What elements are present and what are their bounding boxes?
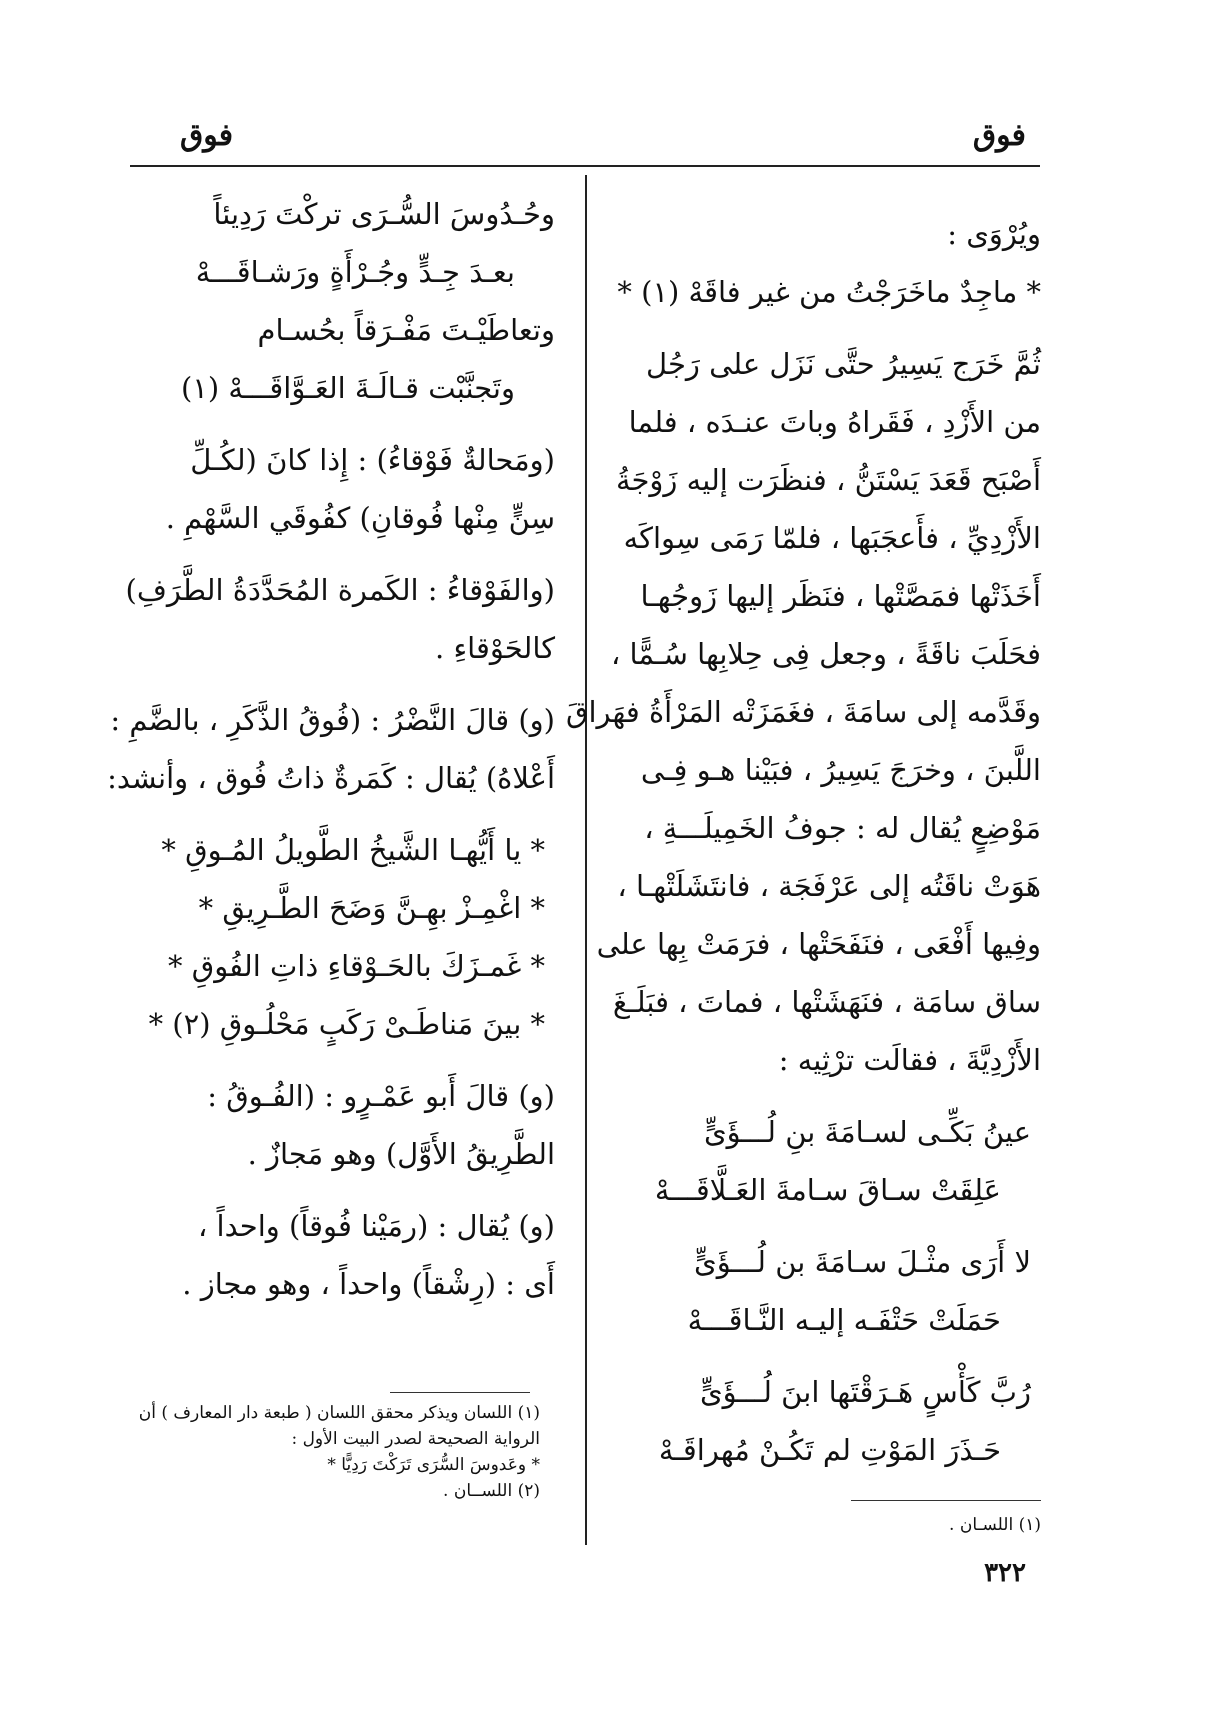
verse-line: عَلِقَتْ سـاقَ سـامةَ العَـلَّاقَـــهْ bbox=[654, 1173, 1001, 1207]
verse-line: * غَمـزَكَ بالحَـوْقاءِ ذاتِ الفُوقِ * bbox=[167, 949, 545, 983]
verse-line: * اغْمِـزْ بهِـنَّ وَضَحَ الطَّـرِيقِ * bbox=[198, 891, 545, 925]
text-line: من الأَزْدِ ، فَقَراهُ وباتَ عنـدَه ، فلما bbox=[628, 405, 1041, 439]
verse-line: * بينَ مَناطَـىْ رَكَبٍ مَحْلُـوقِ (٢) * bbox=[148, 1007, 545, 1041]
footnote-rule-left bbox=[390, 1392, 530, 1393]
text-line: (و) قالَ أَبو عَمْـرٍو : (الفُـوقُ : bbox=[207, 1079, 555, 1113]
right-column bbox=[565, 205, 1041, 1479]
footnotes-left bbox=[130, 1400, 540, 1504]
text-line: هَوَتْ ناقَتُه إلى عَرْفَجَة ، فانتَشَلَتْهـا ، bbox=[617, 869, 1041, 903]
text-line: (و) يُقال : (رمَيْنا فُوقاً) واحداً ، bbox=[197, 1209, 555, 1243]
page-number: ٣٢٢ bbox=[984, 1558, 1026, 1588]
text-line: أَصْبَح قَعَدَ يَسْتَنُّ ، فنظَرَت إليه زَوْجَةُ bbox=[615, 463, 1041, 497]
footnote-rule-right bbox=[851, 1500, 1041, 1501]
verse-line: وتَجنَّبْت قـالَـةَ العَـوَّاقَـــهْ (١) bbox=[180, 371, 515, 405]
verse-line: * يا أَيُّهـا الشَّيخُ الطَّويلُ المُـوقِ * bbox=[161, 833, 545, 867]
text-line: كالحَوْقاءِ . bbox=[435, 631, 555, 665]
text-line: الأَزْدِيِّ ، فأَعجَبَها ، فلمّا رَمَى سِواكَه bbox=[623, 521, 1041, 555]
text-line: الأَزْدِيَّةَ ، فقالَت ترْثِيه : bbox=[778, 1043, 1041, 1077]
text-line: فحَلَبَ ناقَةً ، وجعل فِى حِلابِها سُـمًّا ، bbox=[610, 637, 1041, 671]
verse-line: بعـدَ جِـدٍّ وجُـرْأَةٍ ورَشـاقَـــهْ bbox=[195, 255, 515, 289]
verse-line: وتعاطَيْـتَ مَفْـرَقاً بحُسـام bbox=[257, 313, 555, 347]
text-line: أَعْلاهُ) يُقال : كَمَرةٌ ذاتُ فُوق ، وأنشد: bbox=[107, 761, 555, 795]
verse-line: حَمَلَتْ حَتْفَـه إليـه النَّـاقَـــهْ bbox=[687, 1303, 1001, 1337]
text-line: أَخَذَتْها فمَصَّتْها ، فنَظَر إليها زَوجُهـا bbox=[640, 579, 1041, 613]
header-rule bbox=[130, 165, 1040, 167]
text-line: اللَّبنَ ، وخرَجَ يَسِيرُ ، فبَيْنا هـو فِـى bbox=[640, 753, 1041, 787]
footnote-line: (١) اللسان ويذكر محقق اللسان ( طبعة دار المعارف ) أن bbox=[138, 1403, 540, 1423]
verse-line: * ماجِدٌ ماخَرَجْتُ من غير فاقَهْ (١) * bbox=[617, 275, 1041, 309]
text-line: (ومَحالةٌ فَوْقاءُ) : إِذا كانَ (لكُـلِّ bbox=[190, 443, 555, 477]
text-line: وفِيها أَفْعَى ، فنَفَحَتْها ، فرَمَتْ بِها على bbox=[596, 927, 1041, 961]
running-head-left: فوق bbox=[180, 118, 234, 153]
verse-line: رُبَّ كَأْسٍ هَـرَقْتَها ابنَ لُـــؤَىٍّ bbox=[699, 1375, 1031, 1409]
column-divider bbox=[585, 175, 587, 1545]
text-line: ساق سامَة ، فنَهَشَتْها ، فماتَ ، فبَلَـغَ bbox=[612, 985, 1041, 1019]
running-head-right: فوق bbox=[972, 118, 1026, 153]
text-line: (و) قالَ النَّضْرُ : (فُوقُ الذَّكَرِ ، بالضَّمِ : bbox=[110, 703, 555, 737]
footnote-line: * وعَدوسَ السُّرَى تَرَكْتَ رَدِيًّا * bbox=[327, 1455, 540, 1475]
verse-line: حَـذَرَ المَوْتِ لم تَكُـنْ مُهراقَـهْ bbox=[658, 1433, 1001, 1467]
text-line: (والفَوْقاءُ : الكَمرة المُحَدَّدَةُ الطَّرَفِ) bbox=[125, 573, 555, 607]
text-line: سِنٍّ مِنْها فُوقانِ) كفُوقَي السَّهْمِ . bbox=[165, 501, 555, 535]
text-line: أَى : (رِشْقاً) واحداً ، وهو مجاز . bbox=[182, 1267, 555, 1301]
verse-line: عينُ بَكِّـى لسـامَةَ بنِ لُـــؤَىٍّ bbox=[703, 1115, 1031, 1149]
text-line: ويُرْوَى : bbox=[947, 217, 1041, 251]
text-line: وقَدَّمه إلى سامَةَ ، فغَمَزَتْه المَرْأَةُ فهَراقَ bbox=[565, 695, 1041, 729]
text-line: ثُمَّ خَرَج يَسِيرُ حتَّى نَزَل على رَجُل bbox=[646, 347, 1041, 381]
left-column bbox=[107, 185, 555, 1313]
verse-line: وحُـدُوسَ السُّـرَى تركْتَ رَدِيئاً bbox=[213, 197, 555, 231]
footnote-line: (٢) اللســان . bbox=[443, 1481, 540, 1501]
footnote-right: (١) اللسـان . bbox=[949, 1515, 1041, 1535]
text-line: مَوْضِعٍ يُقال له : جوفُ الخَمِيلَـــةِ ، bbox=[644, 811, 1041, 845]
text-line: الطَّرِيقُ الأَوَّل) وهو مَجازٌ . bbox=[247, 1137, 555, 1171]
verse-line: لا أَرَى مثْـلَ سـامَةَ بن لُـــؤَىٍّ bbox=[694, 1245, 1031, 1279]
footnote-line: الرواية الصحيحة لصدر البيت الأول : bbox=[291, 1429, 540, 1449]
